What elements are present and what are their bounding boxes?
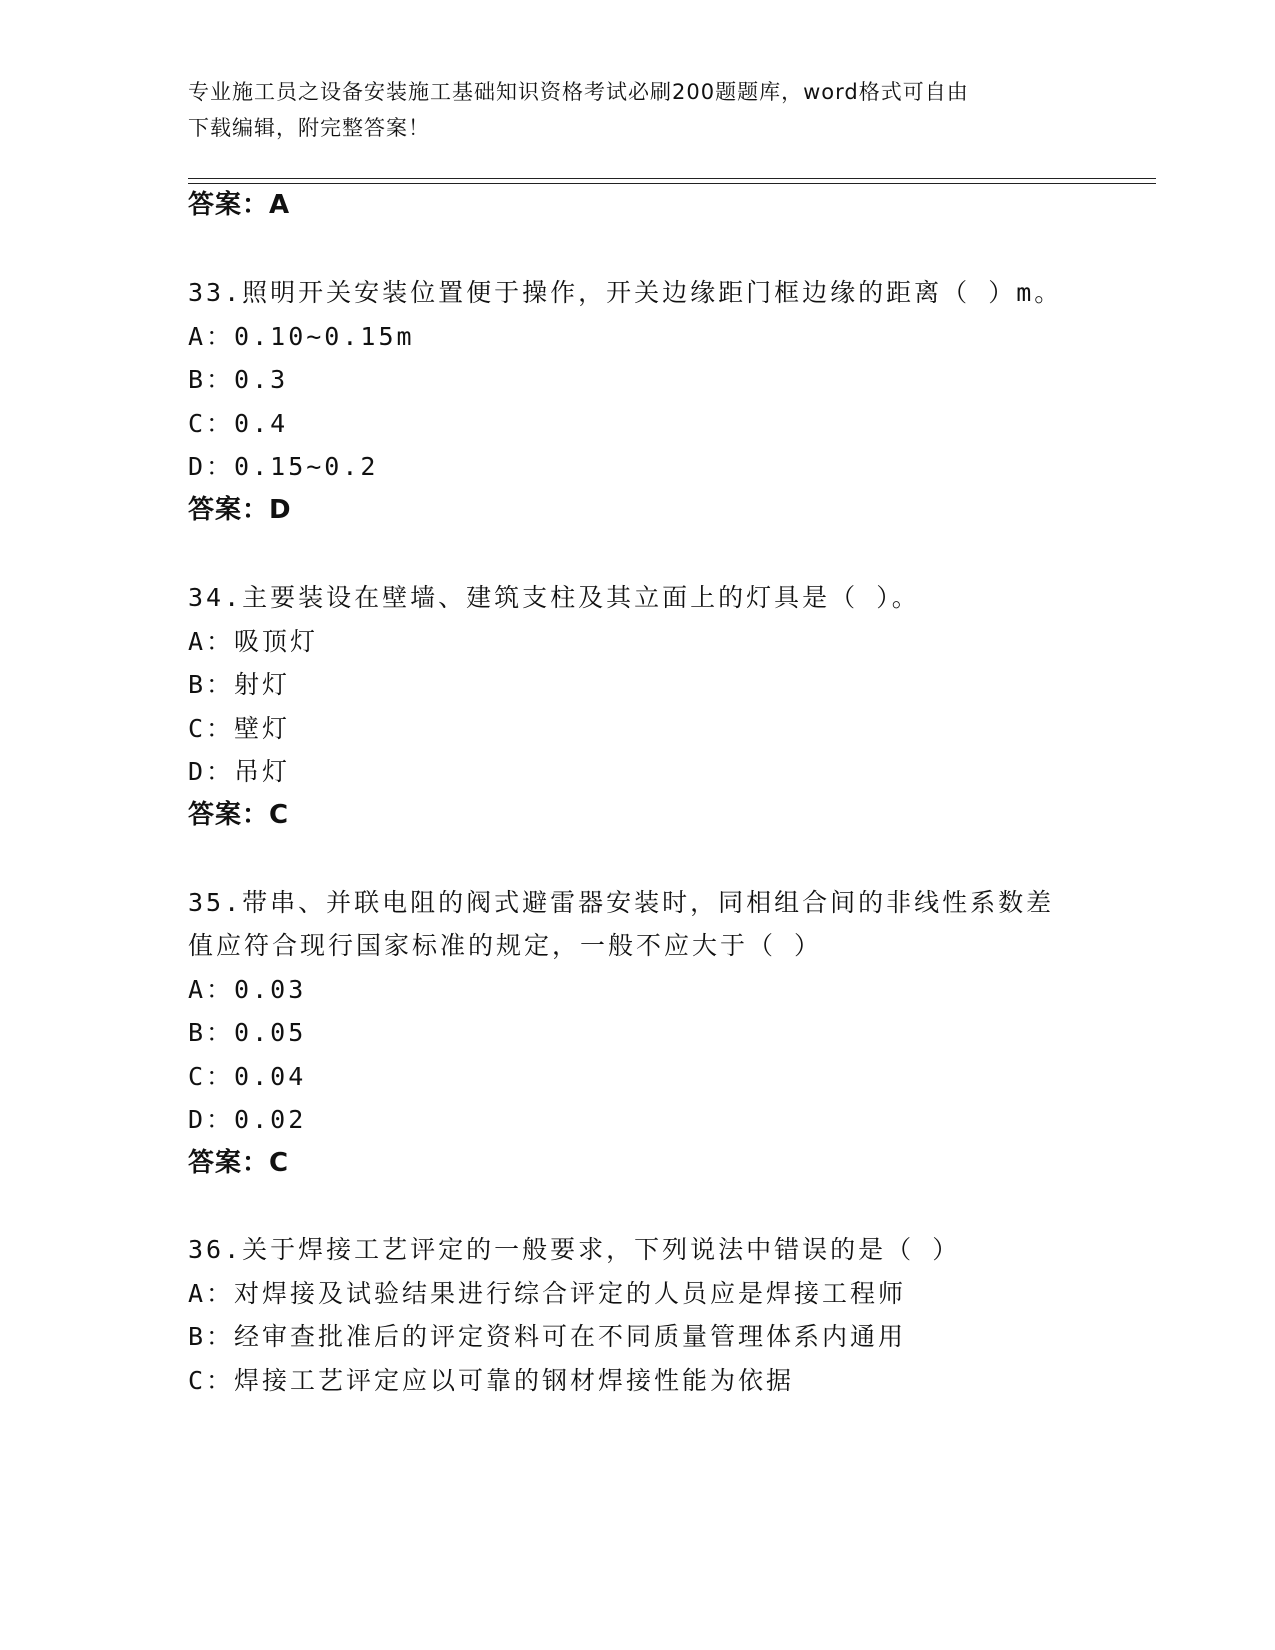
question-36-option-a: A：对焊接及试验结果进行综合评定的人员应是焊接工程师 bbox=[188, 1279, 907, 1308]
header-divider-top bbox=[188, 178, 1156, 179]
question-33-option-d: D：0.15~0.2 bbox=[188, 452, 379, 481]
question-36-option-b: B：经审查批准后的评定资料可在不同质量管理体系内通用 bbox=[188, 1322, 907, 1351]
question-34-answer: 答案：C bbox=[188, 800, 290, 830]
header-line-1: 专业施工员之设备安装施工基础知识资格考试必刷200题题库，word格式可自由 bbox=[188, 80, 969, 104]
header-divider-bottom bbox=[188, 183, 1156, 184]
question-35-option-b: B：0.05 bbox=[188, 1018, 307, 1047]
question-33-answer: 答案：D bbox=[188, 495, 292, 525]
answer-previous: 答案：A bbox=[188, 190, 291, 220]
question-34-option-a: A：吸顶灯 bbox=[188, 627, 319, 656]
question-34-stem: 34.主要装设在壁墙、建筑支柱及其立面上的灯具是（ ）。 bbox=[188, 583, 920, 612]
question-35-option-a: A：0.03 bbox=[188, 975, 307, 1004]
question-34-option-c: C：壁灯 bbox=[188, 714, 291, 743]
question-33-option-c: C：0.4 bbox=[188, 409, 289, 438]
question-35-stem-line-1: 35.带串、并联电阻的阀式避雷器安装时，同相组合间的非线性系数差 bbox=[188, 888, 1055, 917]
question-34-option-d: D：吊灯 bbox=[188, 757, 291, 786]
question-33-stem: 33.照明开关安装位置便于操作，开关边缘距门框边缘的距离（ ）m。 bbox=[188, 278, 1063, 307]
question-35-option-c: C：0.04 bbox=[188, 1062, 307, 1091]
question-35-option-d: D：0.02 bbox=[188, 1105, 307, 1134]
question-33-option-b: B：0.3 bbox=[188, 365, 289, 394]
question-35-answer: 答案：C bbox=[188, 1148, 290, 1178]
header-line-2: 下载编辑，附完整答案！ bbox=[188, 116, 430, 140]
question-33-option-a: A：0.10~0.15m bbox=[188, 322, 415, 351]
question-36-option-c: C：焊接工艺评定应以可靠的钢材焊接性能为依据 bbox=[188, 1366, 795, 1395]
question-34-option-b: B：射灯 bbox=[188, 670, 291, 699]
document-header bbox=[188, 74, 1088, 146]
question-35-stem-line-2: 值应符合现行国家标准的规定，一般不应大于（ ） bbox=[188, 931, 823, 960]
question-36-stem: 36.关于焊接工艺评定的一般要求，下列说法中错误的是（ ） bbox=[188, 1235, 961, 1264]
